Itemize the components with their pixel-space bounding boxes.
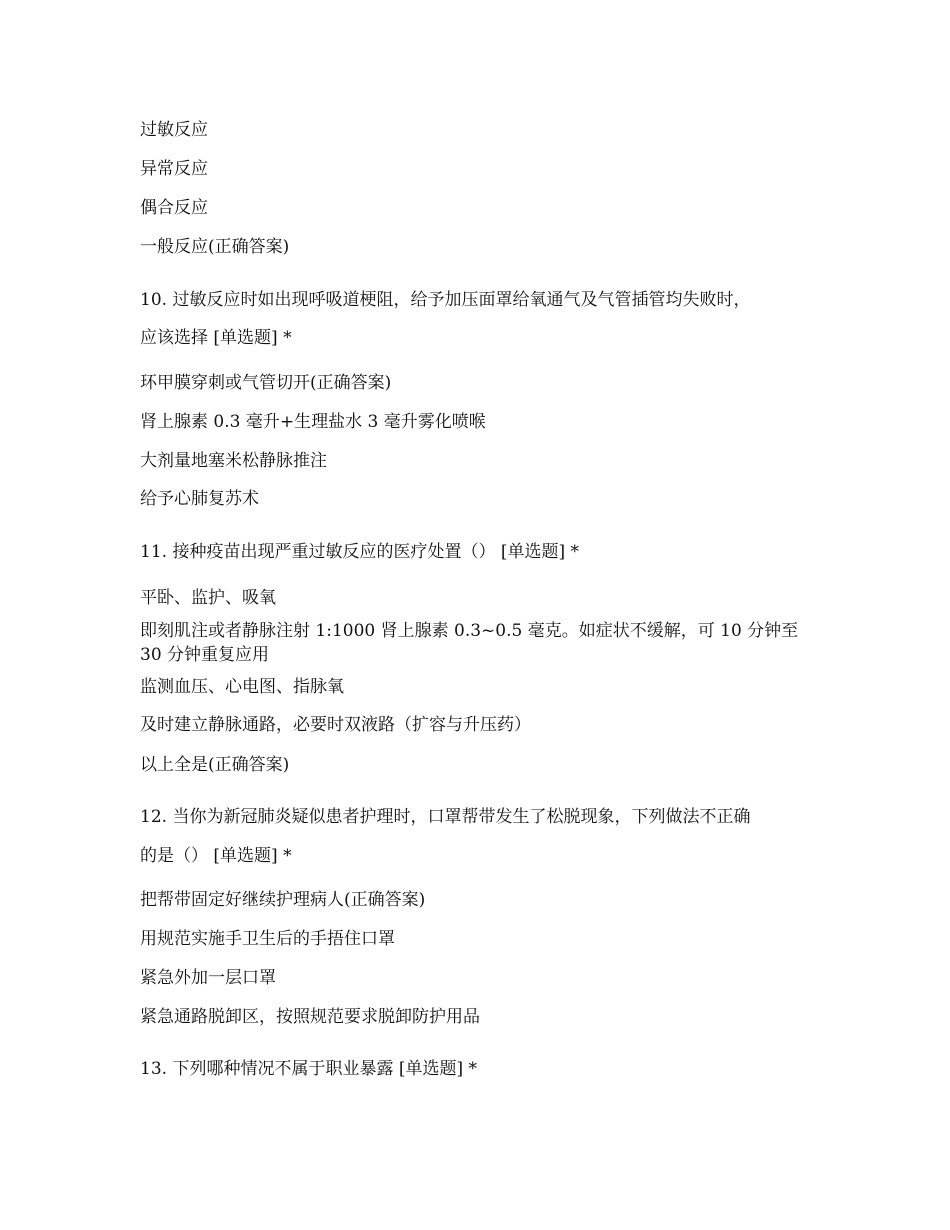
q11-option-e: 以上全是(正确答案) <box>140 755 290 775</box>
q12-title-line1: 12. 当你为新冠肺炎疑似患者护理时，口罩帮带发生了松脱现象，下列做法不正确 <box>140 807 751 827</box>
q9-option-a: 过敏反应 <box>140 120 208 140</box>
q12-option-b: 用规范实施手卫生后的手捂住口罩 <box>140 929 395 949</box>
q10-option-d: 给予心肺复苏术 <box>140 489 259 509</box>
q11-option-c: 监测血压、心电图、指脉氧 <box>140 677 344 697</box>
q12-option-a: 把帮带固定好继续护理病人(正确答案) <box>140 890 426 910</box>
q10-option-b: 肾上腺素 0.3 毫升+生理盐水 3 毫升雾化喷喉 <box>140 412 486 432</box>
q12-option-c: 紧急外加一层口罩 <box>140 968 276 988</box>
q9-option-c: 偶合反应 <box>140 198 208 218</box>
q11-option-b: 即刻肌注或者静脉注射 1:1000 肾上腺素 0.3~0.5 毫克。如症状不缓解，可 10 分钟至 30 分钟重复应用 <box>140 621 799 665</box>
q12-title-line2: 的是（） [单选题] * <box>140 846 292 866</box>
q13-title: 13. 下列哪种情况不属于职业暴露 [单选题] * <box>140 1059 478 1079</box>
q11-title: 11. 接种疫苗出现严重过敏反应的医疗处置（） [单选题] * <box>140 542 580 562</box>
q12-option-d: 紧急通路脱卸区，按照规范要求脱卸防护用品 <box>140 1007 480 1027</box>
q11-option-a: 平卧、监护、吸氧 <box>140 588 276 608</box>
q10-option-c: 大剂量地塞米松静脉推注 <box>140 451 327 471</box>
q10-title-line2: 应该选择 [单选题] * <box>140 328 292 348</box>
q10-option-a: 环甲膜穿刺或气管切开(正确答案) <box>140 373 392 393</box>
q9-option-b: 异常反应 <box>140 159 208 179</box>
q11-option-d: 及时建立静脉通路，必要时双液路（扩容与升压药） <box>140 715 531 735</box>
q9-option-d: 一般反应(正确答案) <box>140 237 290 257</box>
q10-title-line1: 10. 过敏反应时如出现呼吸道梗阻，给予加压面罩给氧通气及气管插管均失败时， <box>140 290 751 310</box>
